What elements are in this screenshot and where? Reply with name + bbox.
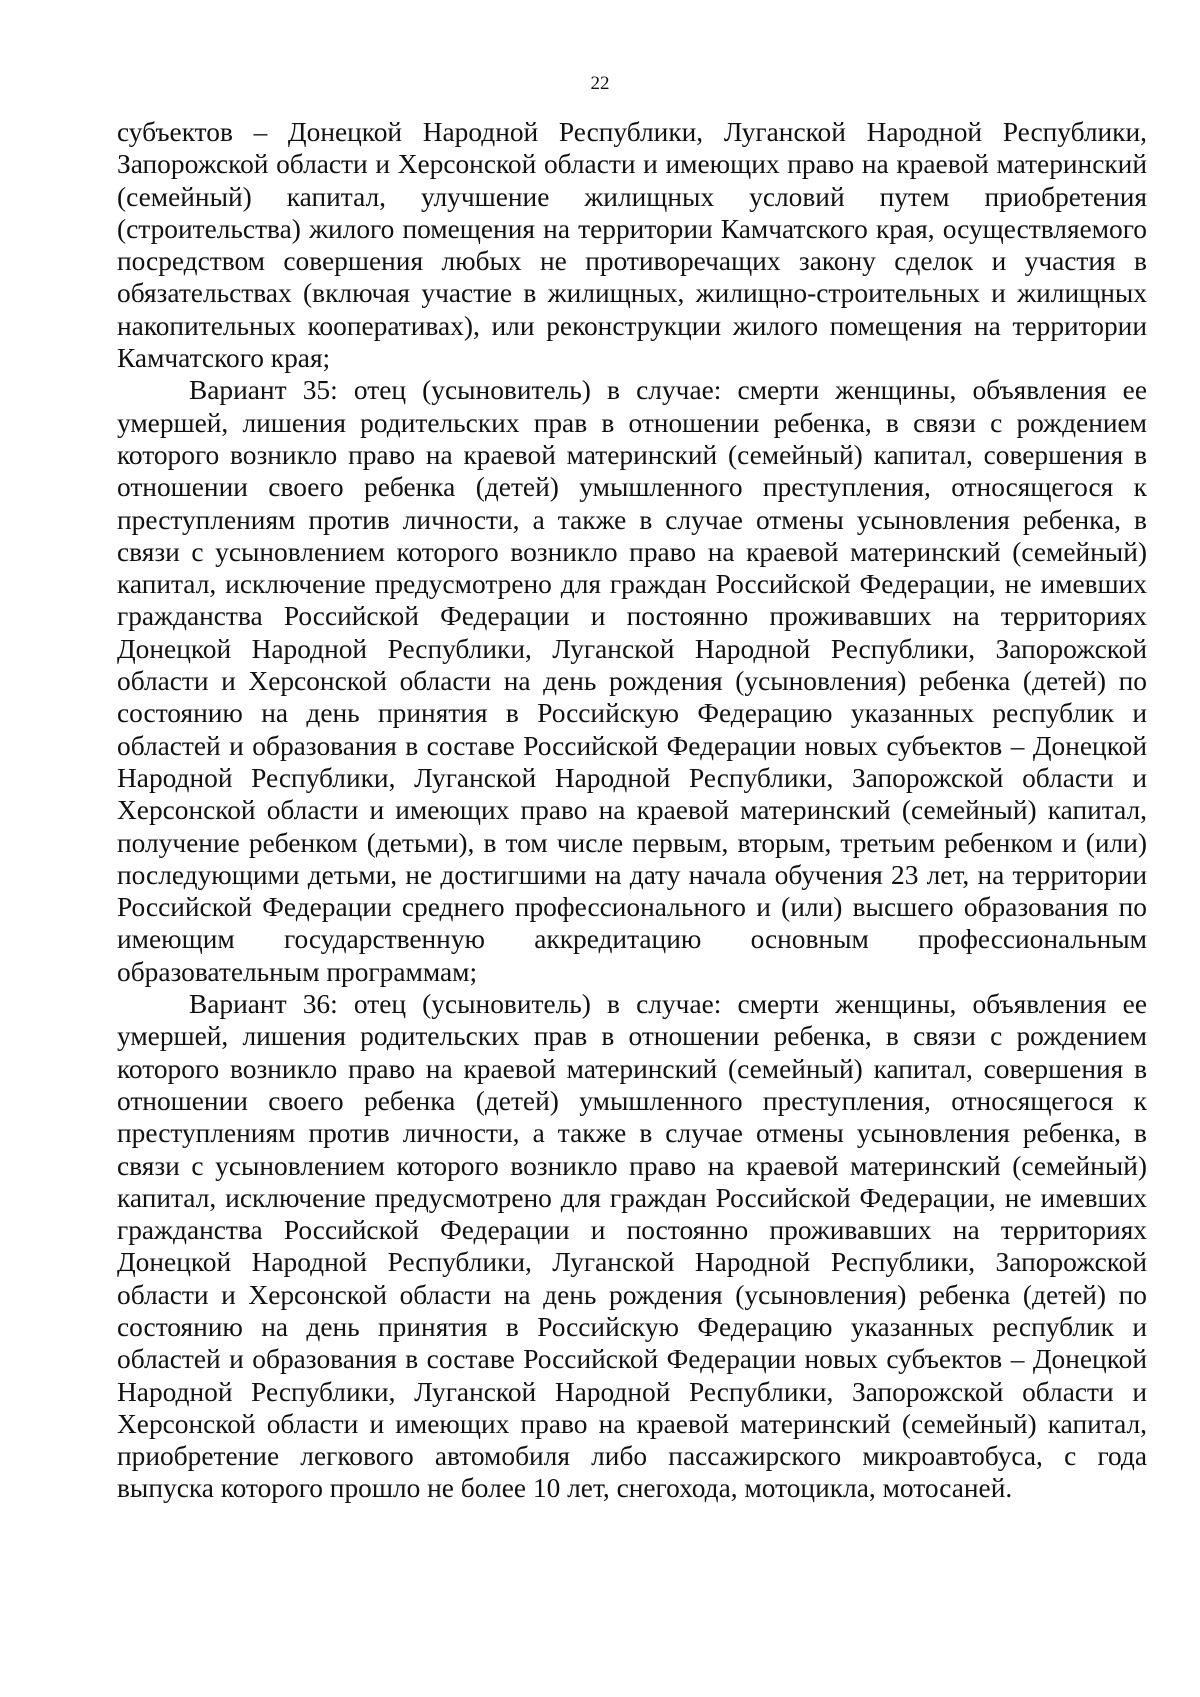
paragraph-variant-36: Вариант 36: отец (усыновитель) в случае: смерти женщины, объявления ее умершей, лишения родительских прав в отношении ребенка, в связи с рождением которого возникло право на краевой материнский (семейный) капитал, совершения в отношении своего ребенка (детей) умышленного преступления, относящегося к преступлениям против личности, а также в случае отмены усыновления ребенка, в связи с усыновлением которого возникло право на краевой материнский (семейный) капитал, исключение предусмотрено для граждан Российской Федерации, не имевших гражданства Российской Федерации и постоянно проживавших на территориях Донецкой Народной Республики, Луганской Народной Республики, Запорожской области и Херсонской области на день рождения (усыновления) ребенка (детей) по состоянию на день принятия в Российскую Федерацию указанных республик и областей и образования в составе Российской Федерации новых субъектов – Донецкой Народной Республики, Луганской Народной Республики, Запорожской области и Херсонской области и имеющих право на краевой материнский (семейный) капитал, приобретение легкового автомобиля либо пассажирского микроавтобуса, с года выпуска которого прошло не более 10 лет, снегохода, мотоцикла, мотосаней.: [117, 989, 1147, 1504]
document-body: [117, 116, 1147, 1505]
paragraph-variant-35: Вариант 35: отец (усыновитель) в случае: смерти женщины, объявления ее умершей, лишения родительских прав в отношении ребенка, в связи с рождением которого возникло право на краевой материнский (семейный) капитал, совершения в отношении своего ребенка (детей) умышленного преступления, относящегося к преступлениям против личности, а также в случае отмены усыновления ребенка, в связи с усыновлением которого возникло право на краевой материнский (семейный) капитал, исключение предусмотрено для граждан Российской Федерации, не имевших гражданства Российской Федерации и постоянно проживавших на территориях Донецкой Народной Республики, Луганской Народной Республики, Запорожской области и Херсонской области на день рождения (усыновления) ребенка (детей) по состоянию на день принятия в Российскую Федерацию указанных республик и областей и образования в составе Российской Федерации новых субъектов – Донецкой Народной Республики, Луганской Народной Республики, Запорожской области и Херсонской области и имеющих право на краевой материнский (семейный) капитал, получение ребенком (детьми), в том числе первым, вторым, третьим ребенком и (или) последующими детьми, не достигшими на дату начала обучения 23 лет, на территории Российской Федерации среднего профессионального и (или) высшего образования по имеющим государственную аккредитацию основным профессиональным образовательным программам;: [117, 375, 1147, 987]
paragraph-continuation: субъектов – Донецкой Народной Республики, Луганской Народной Республики, Запорожской области и Херсонской области и имеющих право на краевой материнский (семейный) капитал, улучшение жилищных условий путем приобретения (строительства) жилого помещения на территории Камчатского края, осуществляемого посредством совершения любых не противоречащих закону сделок и участия в обязательствах (включая участие в жилищных, жилищно-строительных и жилищных накопительных кооперативах), или реконструкции жилого помещения на территории Камчатского края;: [117, 117, 1147, 374]
page-number: 22: [590, 73, 610, 94]
